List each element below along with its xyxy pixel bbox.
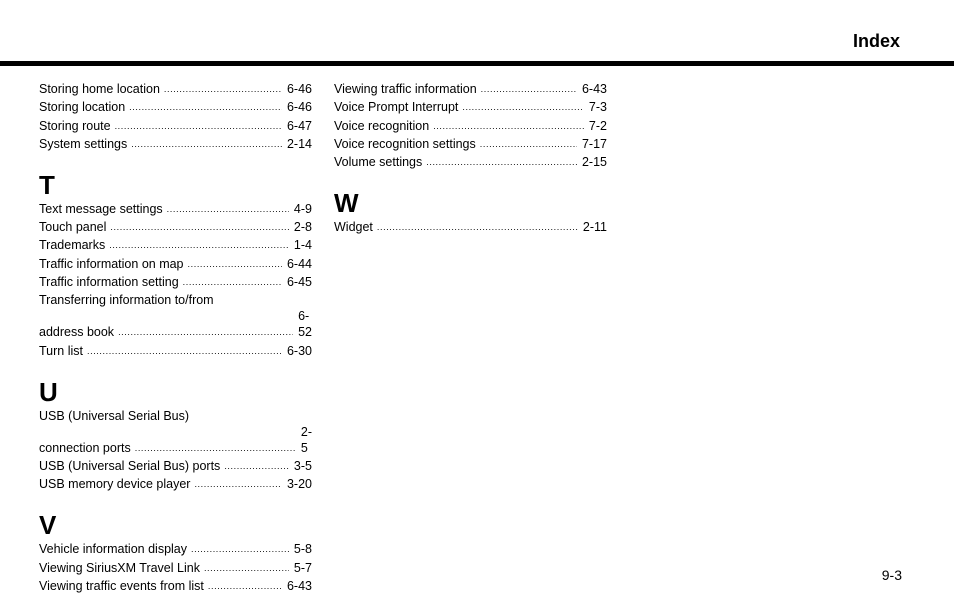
index-entry[interactable] xyxy=(39,560,312,576)
entry-page: 5-8 xyxy=(293,542,312,557)
index-entry[interactable] xyxy=(39,201,312,217)
entry-term: Volume settings xyxy=(334,155,423,170)
index-entry[interactable] xyxy=(39,237,312,253)
entry-page: 7-2 xyxy=(588,118,607,133)
dot-leader xyxy=(118,326,293,340)
entry-page: 4-9 xyxy=(293,201,312,216)
entry-term: Storing location xyxy=(39,100,126,115)
index-entry[interactable] xyxy=(39,476,312,492)
section-letter-t: T xyxy=(39,169,55,200)
entry-page: 6-44 xyxy=(286,256,312,271)
entry-page: 6-30 xyxy=(286,343,312,358)
entry-page: 6-47 xyxy=(286,118,312,133)
entry-term: Trademarks xyxy=(39,238,106,253)
entry-page: 6-46 xyxy=(286,82,312,96)
dot-leader xyxy=(191,543,289,557)
entry-term: Touch panel xyxy=(39,220,107,235)
entry-page: 7-17 xyxy=(581,136,607,151)
dot-leader xyxy=(131,138,282,152)
dot-leader xyxy=(204,562,289,576)
entry-page: 3-5 xyxy=(293,458,312,473)
entry-page: 2-14 xyxy=(286,136,312,151)
entry-term: Traffic information setting xyxy=(39,275,179,290)
dot-leader xyxy=(433,120,584,134)
entry-page: 6-45 xyxy=(286,275,312,290)
index-entry[interactable] xyxy=(39,408,312,456)
entry-page: 6-43 xyxy=(581,82,607,96)
index-entry[interactable] xyxy=(39,81,312,97)
entry-term: connection ports xyxy=(39,440,131,455)
section-letter-w: W xyxy=(334,188,359,219)
index-entry[interactable] xyxy=(39,118,312,134)
index-entry[interactable] xyxy=(334,154,607,170)
section-letter-u: U xyxy=(39,376,58,407)
entry-term: Turn list xyxy=(39,343,83,358)
index-entry[interactable] xyxy=(39,578,312,594)
entry-term: Widget xyxy=(334,220,373,235)
dot-leader xyxy=(164,83,282,97)
entry-page: 3-20 xyxy=(286,477,312,492)
entry-page: 6-52 xyxy=(298,309,312,340)
page-title: Index xyxy=(852,31,900,51)
entry-term: Vehicle information display xyxy=(39,542,187,557)
entry-term: Traffic information on map xyxy=(39,256,184,271)
entry-page: 2-5 xyxy=(300,424,312,455)
index-entry[interactable] xyxy=(39,541,312,557)
entry-page: 1-4 xyxy=(293,238,312,253)
entry-page: 7-3 xyxy=(588,100,607,115)
dot-leader xyxy=(426,156,577,170)
dot-leader xyxy=(129,101,282,115)
entry-page: 2-15 xyxy=(581,155,607,170)
entry-term: System settings xyxy=(39,136,128,151)
entry-term: Viewing traffic events from list xyxy=(39,578,204,593)
index-entry[interactable] xyxy=(39,99,312,115)
index-entry[interactable] xyxy=(39,219,312,235)
dot-leader xyxy=(224,460,289,474)
index-entry[interactable] xyxy=(39,136,312,152)
index-column-right xyxy=(334,81,607,237)
entry-term-line1: USB (Universal Serial Bus) xyxy=(39,408,190,423)
entry-term: address book xyxy=(39,325,115,340)
index-column-left xyxy=(39,81,312,596)
entry-term: Viewing SiriusXM Travel Link xyxy=(39,560,200,575)
index-entry[interactable] xyxy=(39,458,312,474)
dot-leader xyxy=(87,345,282,359)
entry-term: Voice recognition xyxy=(334,118,430,133)
index-entry[interactable] xyxy=(334,118,607,134)
entry-term: Voice recognition settings xyxy=(334,136,476,151)
entry-term-line1: Transferring information to/from xyxy=(39,293,214,308)
dot-leader xyxy=(194,478,282,492)
dot-leader xyxy=(377,221,578,235)
entry-term: USB (Universal Serial Bus) ports xyxy=(39,458,221,473)
dot-leader xyxy=(167,203,289,217)
header-rule xyxy=(0,61,954,66)
entry-term: USB memory device player xyxy=(39,477,191,492)
dot-leader xyxy=(481,83,577,97)
dot-leader xyxy=(188,258,282,272)
page-number: 9-3 xyxy=(881,567,902,583)
index-entry[interactable] xyxy=(39,343,312,359)
entry-term: Storing home location xyxy=(39,82,160,96)
entry-page: 6-43 xyxy=(286,578,312,593)
entry-page: 2-8 xyxy=(293,220,312,235)
index-entry[interactable] xyxy=(334,99,607,115)
dot-leader xyxy=(480,138,577,152)
section-letter-v: V xyxy=(39,510,57,541)
index-entry[interactable] xyxy=(334,81,607,97)
index-entry[interactable] xyxy=(39,274,312,290)
entry-term: Storing route xyxy=(39,118,111,133)
dot-leader xyxy=(183,276,282,290)
index-entry[interactable] xyxy=(39,292,312,340)
entry-term: Voice Prompt Interrupt xyxy=(334,100,459,115)
dot-leader xyxy=(115,120,282,134)
index-entry[interactable] xyxy=(39,256,312,272)
entry-term: Viewing traffic information xyxy=(334,82,477,96)
entry-term: Text message settings xyxy=(39,201,163,216)
dot-leader xyxy=(135,442,296,456)
entry-page: 6-46 xyxy=(286,100,312,115)
dot-leader xyxy=(462,101,584,115)
entry-page: 2-11 xyxy=(582,220,607,235)
index-entry[interactable] xyxy=(334,136,607,152)
entry-page: 5-7 xyxy=(293,560,312,575)
index-entry[interactable] xyxy=(334,219,607,235)
dot-leader xyxy=(109,239,289,253)
dot-leader xyxy=(208,580,282,594)
dot-leader xyxy=(110,221,289,235)
